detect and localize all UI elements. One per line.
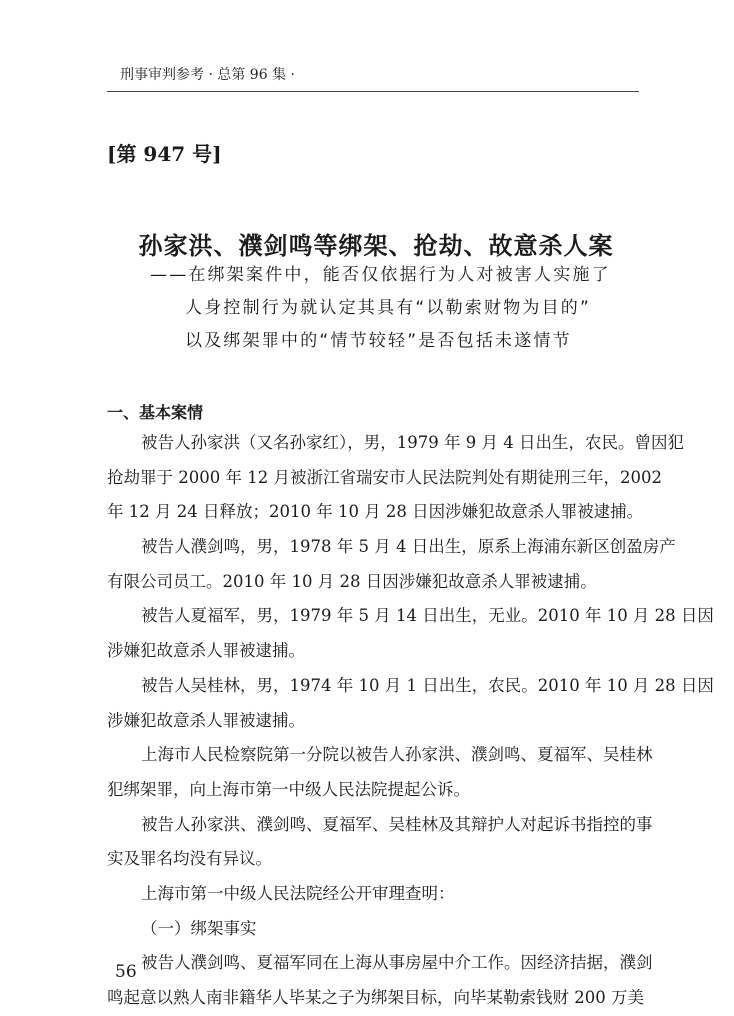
section-heading: 一、基本案情 <box>107 403 204 422</box>
body-line: 被告人夏福军，男，1979 年 5 月 14 日出生，无业。2010 年 10 月 28 日因 <box>141 606 714 626</box>
body-line: 上海市人民检察院第一分院以被告人孙家洪、濮剑鸣、夏福军、吴桂林 <box>141 745 653 765</box>
case-title: 孙家洪、濮剑鸣等绑架、抢劫、故意杀人案 <box>138 231 614 260</box>
subtitle-line: ——在绑架案件中，能否仅依据行为人对被害人实施了 <box>150 265 611 285</box>
body-line: 涉嫌犯故意杀人罪被逮捕。 <box>107 641 305 661</box>
body-line: 被告人濮剑鸣、夏福军同在上海从事房屋中介工作。因经济拮据，濮剑 <box>141 953 653 973</box>
body-line: 鸣起意以熟人南非籍华人毕某之子为绑架目标，向毕某勒索钱财 200 万美 <box>107 988 644 1007</box>
body-line: 被告人濮剑鸣，男，1978 年 5 月 4 日出生，原系上海浦东新区创盈房产 <box>141 537 676 557</box>
body-line: 抢劫罪于 2000 年 12 月被浙江省瑞安市人民法院判处有期徒刑三年，2002 <box>107 467 662 487</box>
body-line: 有限公司员工。2010 年 10 月 28 日因涉嫌犯故意杀人罪被逮捕。 <box>107 571 597 591</box>
page-number: 56 <box>115 962 137 982</box>
body-line: 被告人吴桂林，男，1974 年 10 月 1 日出生，农民。2010 年 10 月 28 日因 <box>141 675 714 695</box>
body-line: 被告人孙家洪、濮剑鸣、夏福军、吴桂林及其辩护人对起诉书指控的事 <box>141 814 653 834</box>
body-text <box>107 426 714 1016</box>
body-line: 实及罪名均没有异议。 <box>107 849 272 869</box>
subtitle-line: 以及绑架罪中的“情节较轻”是否包括未遂情节 <box>185 331 572 351</box>
subsection-heading: （一）绑架事实 <box>141 918 257 938</box>
body-line: 被告人孙家洪（又名孙家红），男，1979 年 9 月 4 日出生，农民。曾因犯 <box>141 433 684 452</box>
body-line: 年 12 月 24 日释放；2010 年 10 月 28 日因涉嫌犯故意杀人罪被逮捕。 <box>107 502 644 522</box>
body-line: 上海市第一中级人民法院经公开审理查明： <box>141 883 455 903</box>
header-rule <box>107 91 639 92</box>
body-line: 犯绑架罪，向上海市第一中级人民法院提起公诉。 <box>107 779 470 799</box>
subtitle-line: 人身控制行为就认定其具有“以勒索财物为目的” <box>185 298 592 318</box>
body-line: 涉嫌犯故意杀人罪被逮捕。 <box>107 710 305 730</box>
running-header: 刑事审判参考 · 总第 96 集 · <box>120 67 295 83</box>
case-number: [第 947 号] <box>107 142 222 166</box>
